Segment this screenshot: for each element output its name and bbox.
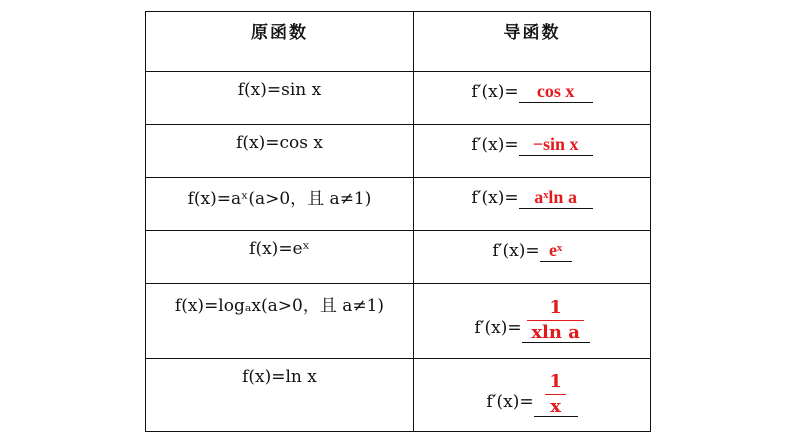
derivative-table bbox=[145, 11, 651, 432]
derivative-fraction bbox=[527, 299, 584, 342]
derivative-label: f′(x)= bbox=[486, 392, 534, 412]
derivative-label: f′(x)= bbox=[471, 135, 519, 155]
fraction-bar bbox=[545, 394, 566, 395]
original-function: f(x)=cos x bbox=[236, 133, 323, 153]
original-function: f(x)=sin x bbox=[237, 80, 322, 100]
table-row bbox=[146, 72, 651, 125]
table-row bbox=[146, 178, 651, 231]
derivative-answer: −sin x bbox=[532, 134, 579, 154]
header-original: 原函数 bbox=[146, 12, 414, 72]
derivative-label: f′(x)= bbox=[471, 188, 519, 208]
original-function: f(x)=eˣ bbox=[249, 239, 310, 259]
derivative-label: f′(x)= bbox=[471, 82, 519, 102]
derivative-answer: cos x bbox=[536, 81, 575, 101]
derivative-label: f′(x)= bbox=[474, 318, 522, 338]
derivative-label: f′(x)= bbox=[492, 241, 540, 261]
fraction-numerator: 1 bbox=[549, 371, 562, 392]
table-row bbox=[146, 231, 651, 284]
original-function: f(x)=logₐx(a>0，且 a≠1) bbox=[174, 295, 385, 316]
table-row bbox=[146, 284, 651, 359]
derivative-answer: aˣln a bbox=[534, 187, 577, 207]
table-row bbox=[146, 359, 651, 432]
fraction-denominator: x bbox=[550, 396, 561, 417]
table-row bbox=[146, 125, 651, 178]
fraction-numerator: 1 bbox=[549, 297, 562, 318]
header-derivative: 导函数 bbox=[414, 12, 651, 72]
derivative-answer: eˣ bbox=[549, 240, 563, 260]
original-function: f(x)=ln x bbox=[242, 367, 317, 387]
derivative-fraction bbox=[545, 373, 566, 416]
table-header-row bbox=[146, 12, 651, 72]
original-function: f(x)=aˣ(a>0，且 a≠1) bbox=[187, 188, 372, 209]
fraction-bar bbox=[527, 320, 584, 321]
fraction-denominator: xln a bbox=[531, 322, 580, 343]
